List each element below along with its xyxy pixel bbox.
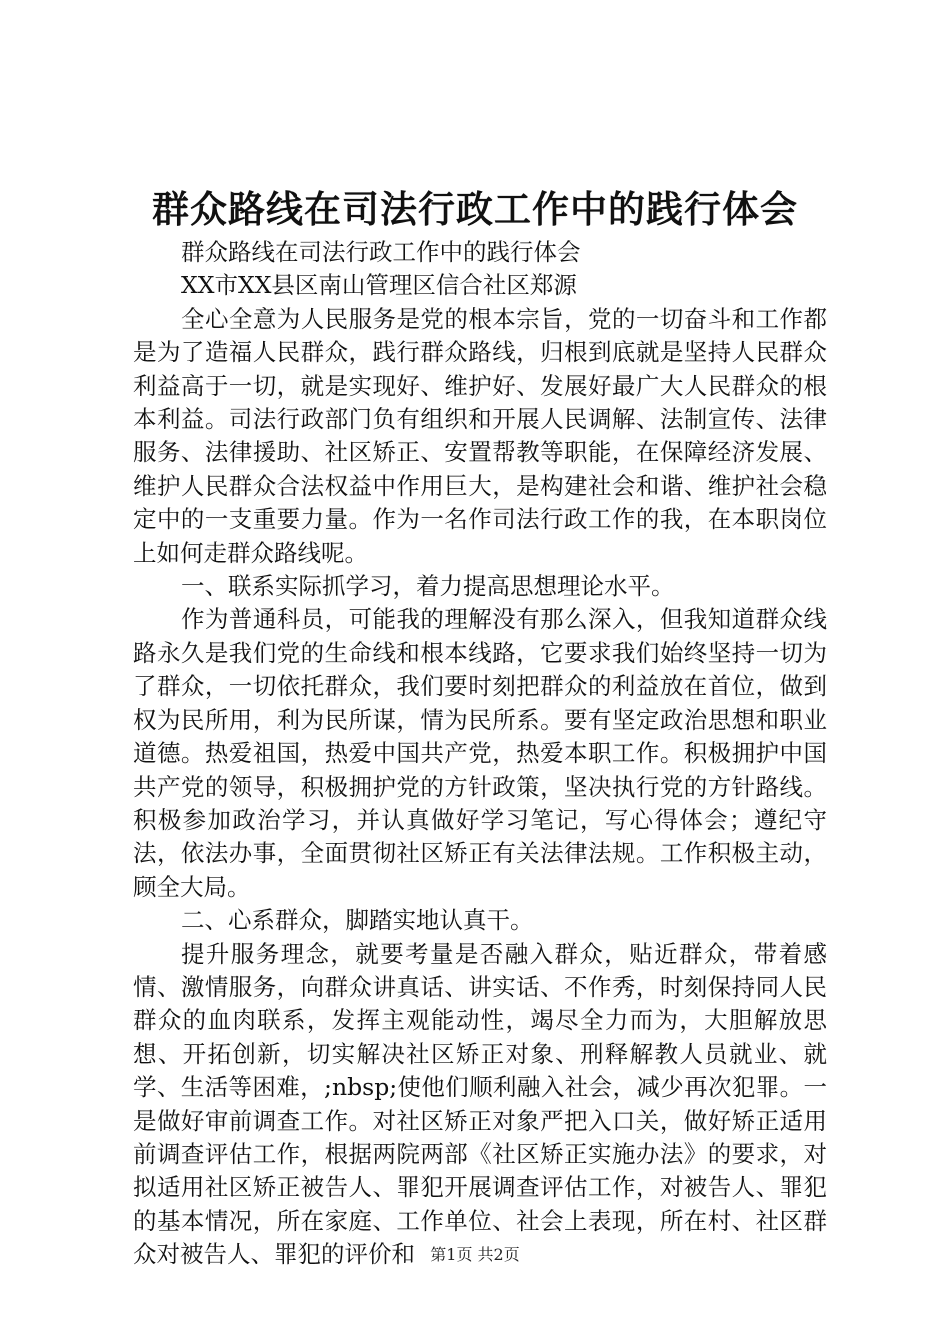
section-heading: 二、心系群众，脚踏实地认真干。 [181, 906, 534, 935]
body-paragraph: 全心全意为人民服务是党的根本宗旨，党的一切奋斗和工作都是为了造福人民群众，践行群众路线，归根到底就是坚持人民群众利益高于一切，就是实现好、维护好、发展好最广大人民群众的根本利益。司法行政部门负有组织和开展人民调解、法制宣传、法律服务、法律援助、社区矫正、安置帮教等职能，在保障经济发展、维护人民群众合法权益中作用巨大，是构建社会和谐、维护社会稳定中的一支重要力量。作为一名作司法行政工作的我，在本职岗位上如何走群众路线呢。 [133, 304, 827, 567]
page-footer: 第1页 共2页 [430, 1245, 520, 1264]
body-paragraph: 作为普通科员，可能我的理解没有那么深入，但我知道群众线路永久是我们党的生命线和根本线路，它要求我们始终坚持一切为了群众，一切依托群众，我们要时刻把群众的利益放在首位，做到权为民所用，利为民所谋，情为民所系。要有坚定政治思想和职业道德。热爱祖国，热爱中国共产党，热爱本职工作。积极拥护中国共产党的领导，积极拥护党的方针政策，坚决执行党的方针路线。积极参加政治学习，并认真做好学习笔记，写心得体会；遵纪守法，依法办事，全面贯彻社区矫正有关法律法规。工作积极主动，顾全大局。 [133, 605, 827, 901]
author-paragraph: XX市XX县区南山管理区信合社区郑源 [181, 271, 577, 300]
section-heading: 一、联系实际抓学习，着力提高思想理论水平。 [181, 572, 675, 601]
document-body [133, 236, 827, 1272]
subtitle-paragraph: 群众路线在司法行政工作中的践行体会 [181, 238, 581, 266]
body-paragraph: 提升服务理念，就要考量是否融入群众，贴近群众，带着感情、激情服务，向群众讲真话、讲实话、不作秀，时刻保持同人民群众的血肉联系，发挥主观能动性，竭尽全力而为，大胆解放思想、开拓创新，切实解决社区矫正对象、刑释解教人员就业、就学、生活等困难，;nbsp;使他们顺利融入社会，减少再次犯罪。一是做好审前调查工作。对社区矫正对象严把入口关，做好矫正适用前调查评估工作，根据两院两部《社区矫正实施办法》的要求，对拟适用社区矫正被告人、罪犯开展调查评估工作，对被告人、罪犯的基本情况，所在家庭、工作单位、社会上表现，所在村、社区群众对被告人、罪犯的评价和 [133, 939, 827, 1269]
document-title: 群众路线在司法行政工作中的践行体会 [152, 187, 798, 231]
